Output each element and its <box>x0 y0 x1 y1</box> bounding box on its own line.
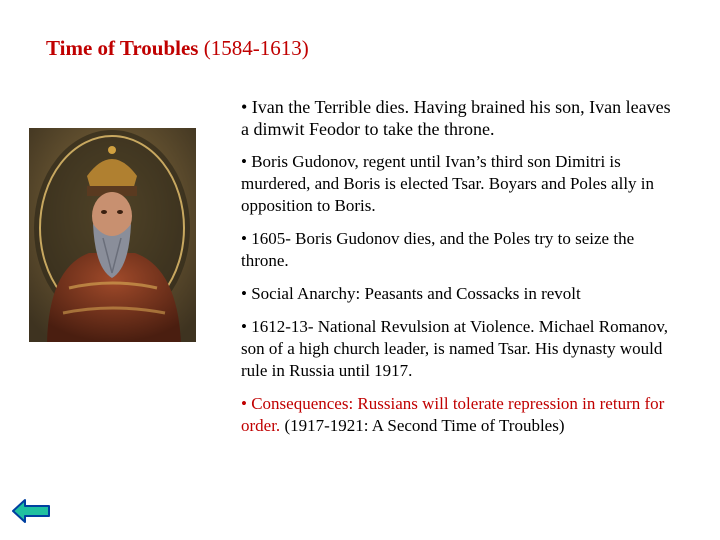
bullet-list <box>241 96 681 448</box>
bullet-item-consequences <box>241 393 681 437</box>
back-arrow-icon <box>12 498 50 524</box>
slide-title <box>46 36 309 61</box>
back-button[interactable] <box>12 498 50 524</box>
bullet-item: • 1612-13- National Revulsion at Violence. Michael Romanov, son of a high church leader, is named Tsar. His dynasty would rule in Russia until 1917. <box>241 317 669 380</box>
bullet-item: • Boris Gudonov, regent until Ivan’s third son Dimitri is murdered, and Boris is elected Tsar. Boyars and Poles ally in opposition to Boris. <box>241 152 655 215</box>
bullet-item: • Social Anarchy: Peasants and Cossacks in revolt <box>241 284 581 303</box>
portrait-image <box>29 128 196 342</box>
bullet-item: • Ivan the Terrible dies. Having brained his son, Ivan leaves a dimwit Feodor to take the throne. <box>241 97 671 139</box>
slide-title-main: Time of Troubles <box>46 36 199 60</box>
slide-title-dates: (1584-1613) <box>198 36 309 60</box>
second-time-of-troubles-text: (1917-1921: A Second Time of Troubles) <box>280 416 565 435</box>
consequences-text: • Consequences: Russians will tolerate repression in return for order. <box>241 394 665 435</box>
bullet-item: • 1605- Boris Gudonov dies, and the Poles try to seize the throne. <box>241 229 635 270</box>
